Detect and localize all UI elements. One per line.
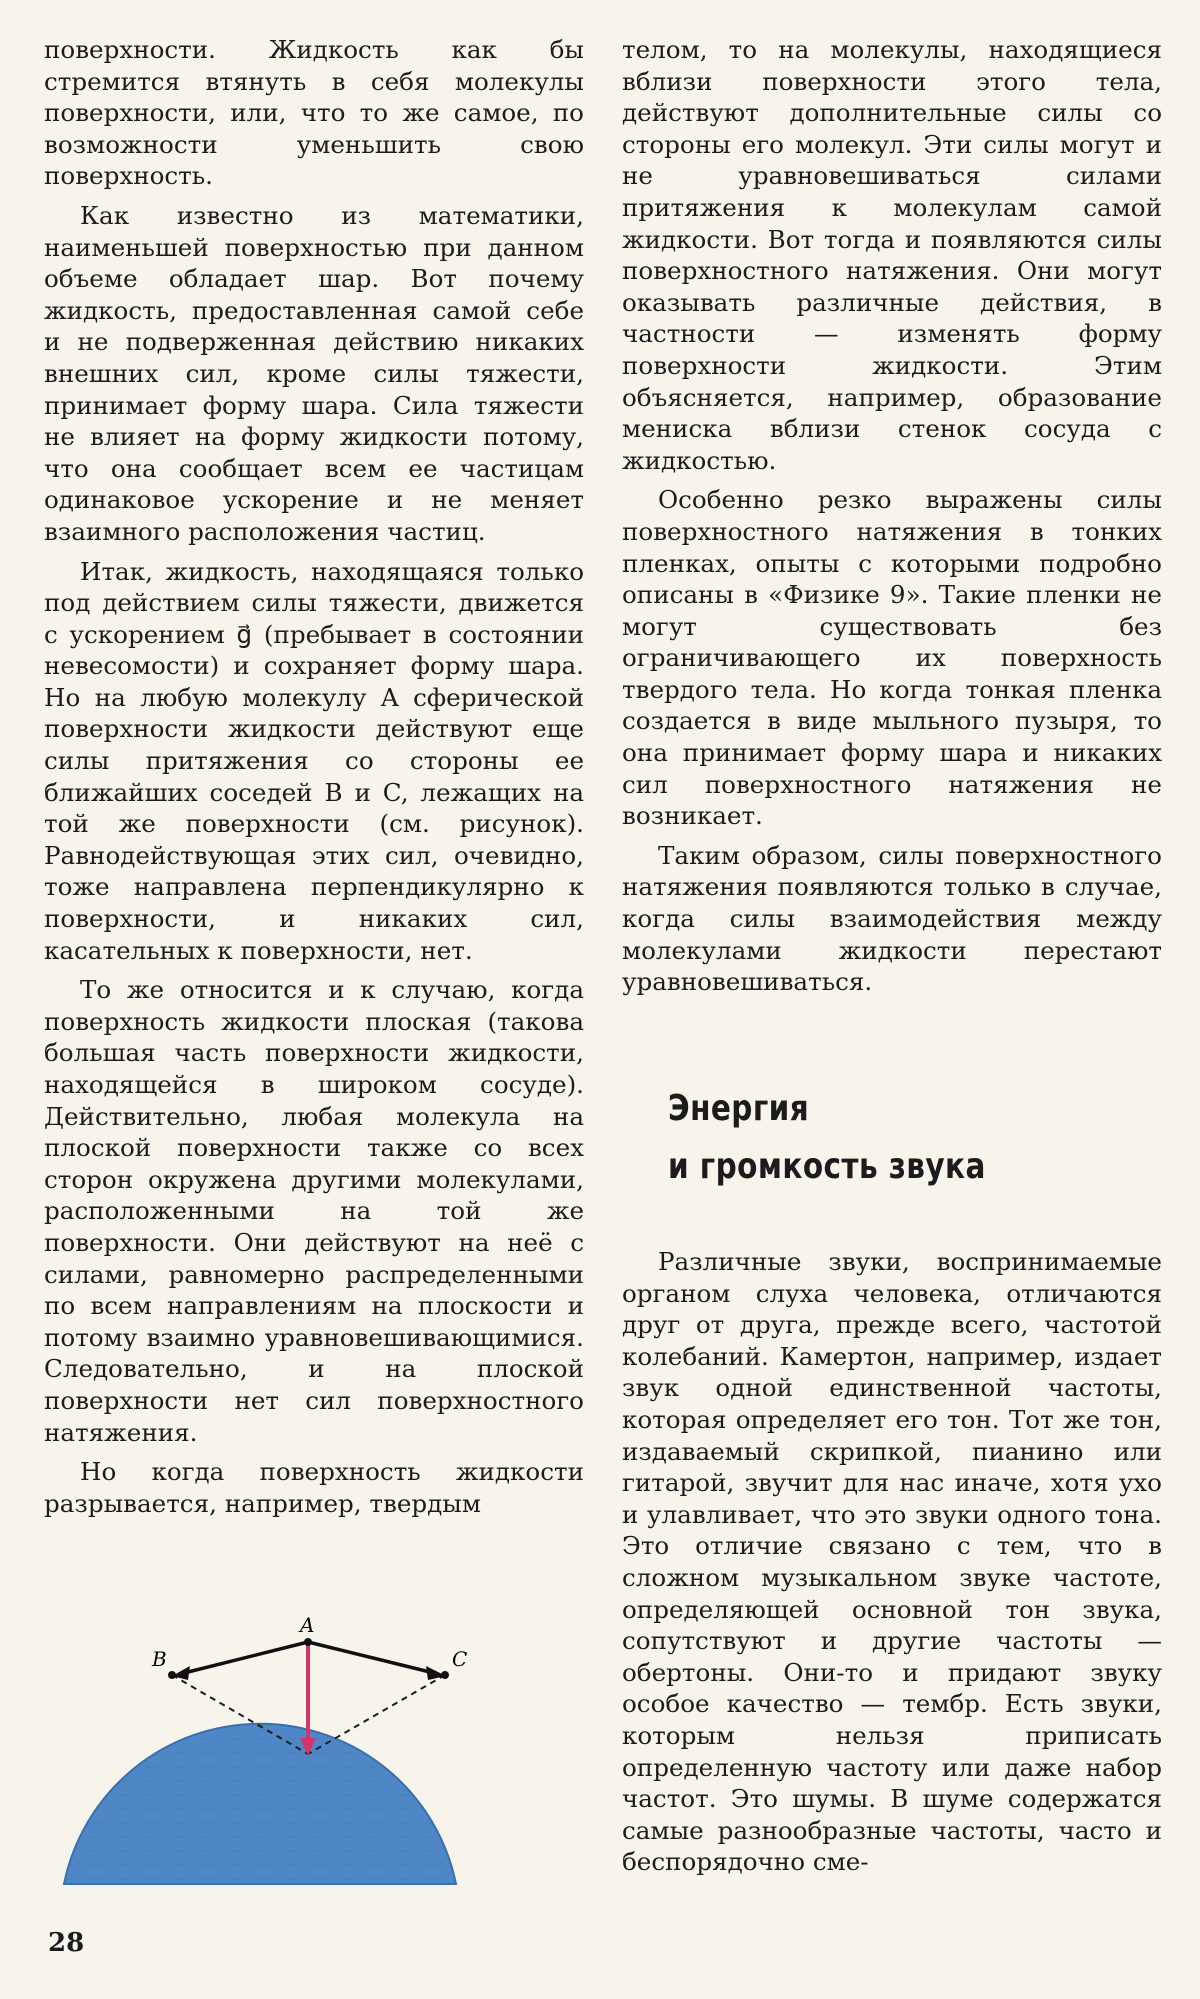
heading-line-2: и громкость звука <box>668 1146 986 1187</box>
molecule-a <box>304 1638 312 1646</box>
force-arrow-ab <box>180 1642 308 1674</box>
right-column-section-2 <box>622 1246 1162 1878</box>
molecule-c <box>441 1671 449 1679</box>
paragraph: Итак, жидкость, находящаяся только под действием силы тяжести, движется с ускорением g⃗ (пребывает в состоянии невесомости) и сохраняет форму шара. Но на любую молекулу A сферической поверхности жидкости действуют еще силы притяжения со стороны ее ближайших соседей B и C, лежащих на той же поверхности (см. рисунок). Равнодействующая этих сил, очевидно, тоже направлена перпендикулярно к поверхности, и никаких сил, касательных к поверхности, нет. <box>44 556 584 965</box>
page-number: 28 <box>48 1928 85 1958</box>
paragraph: Таким образом, силы поверхностного натяжения появляются только в случае, когда силы взаимодействия между молекулами жидкости перестают уравновешиваться. <box>622 840 1162 997</box>
left-column <box>44 34 584 1527</box>
label-c: C <box>452 1647 468 1671</box>
paragraph: поверхности. Жидкость как бы стремится втянуть в себя молекулы поверхности, или, что то же самое, по возможности уменьшить свою поверхность. <box>44 35 584 191</box>
paragraph: Но когда поверхность жидкости разрывается, например, твердым <box>44 1457 584 1518</box>
paragraph: Различные звуки, воспринимаемые органом слуха человека, отличаются друг от друга, прежде всего, частотой колебаний. Камертон, например, издает звук одной единственной частоты, которая определяет его тон. Тот же тон, издаваемый скрипкой, пианино или гитарой, звучит для нас иначе, хотя ухо и улавливает, что это звуки одного тона. Это отличие связано с тем, что в сложном музыкальном звуке частоте, определяющей основной тон звука, сопутствуют и другие частоты — обертоны. Они-то и придают звуку особое качество — тембр. Есть звуки, которым нельзя приписать определенную частоту или даже набор частот. Это шумы. В шуме содержатся самые разнообразные частоты, часто и беспорядочно сме- <box>622 1247 1162 1877</box>
dashed-line-c <box>308 1675 445 1754</box>
paragraph: То же относится и к случаю, когда поверхность жидкости плоская (такова большая часть поверхности жидкости, находящейся в широком сосуде). Действительно, любая молекула на плоской поверхности также со всех сторон окружена другими молекулами, расположенными на той же поверхности. Они действуют на неё с силами, равномерно распределенными по всем направлениям на плоскости и потому взаимно уравновешивающимися. Следовательно, и на плоской поверхности нет сил поверхностного натяжения. <box>44 975 584 1447</box>
paragraph: Как известно из математики, наименьшей поверхностью при данном объеме обладает шар. Вот почему жидкость, предоставленная самой себе и не подверженная действию никаких внешних сил, кроме силы тяжести, принимает форму шара. Сила тяжести не влияет на форму жидкости потому, что она сообщает всем ее частицам одинаковое ускорение и не меняет взаимного расположения частиц. <box>44 200 584 546</box>
paragraph: телом, то на молекулы, находящиеся вблизи поверхности этого тела, действуют дополнительные силы со стороны его молекул. Эти силы могут и не уравновешиваться силами притяжения к молекулам самой жидкости. Вот тогда и появляются силы поверхностного натяжения. Они могут оказывать различные действия, в частности — изменять форму поверхности жидкости. Этим объясняется, например, образование мениска вблизи стенок сосуда с жидкостью. <box>622 35 1162 475</box>
surface-tension-figure <box>60 1613 468 1894</box>
molecule-b <box>168 1671 176 1679</box>
paragraph: Особенно резко выражены силы поверхностного натяжения в тонких пленках, опыты с которыми подробно описаны в «Физике 9». Такие пленки не могут существовать без ограничивающего их поверхность твердого тела. Но когда тонкая пленка создается в виде мыльного пузыря, то она принимает форму шара и никаких сил поверхностного натяжения не возникает. <box>622 485 1162 831</box>
label-a: A <box>300 1613 315 1637</box>
force-arrow-ac <box>308 1642 438 1674</box>
section-heading <box>668 1080 986 1196</box>
right-column <box>622 34 1162 1006</box>
label-b: B <box>152 1647 167 1671</box>
heading-line-1: Энергия <box>668 1088 810 1129</box>
